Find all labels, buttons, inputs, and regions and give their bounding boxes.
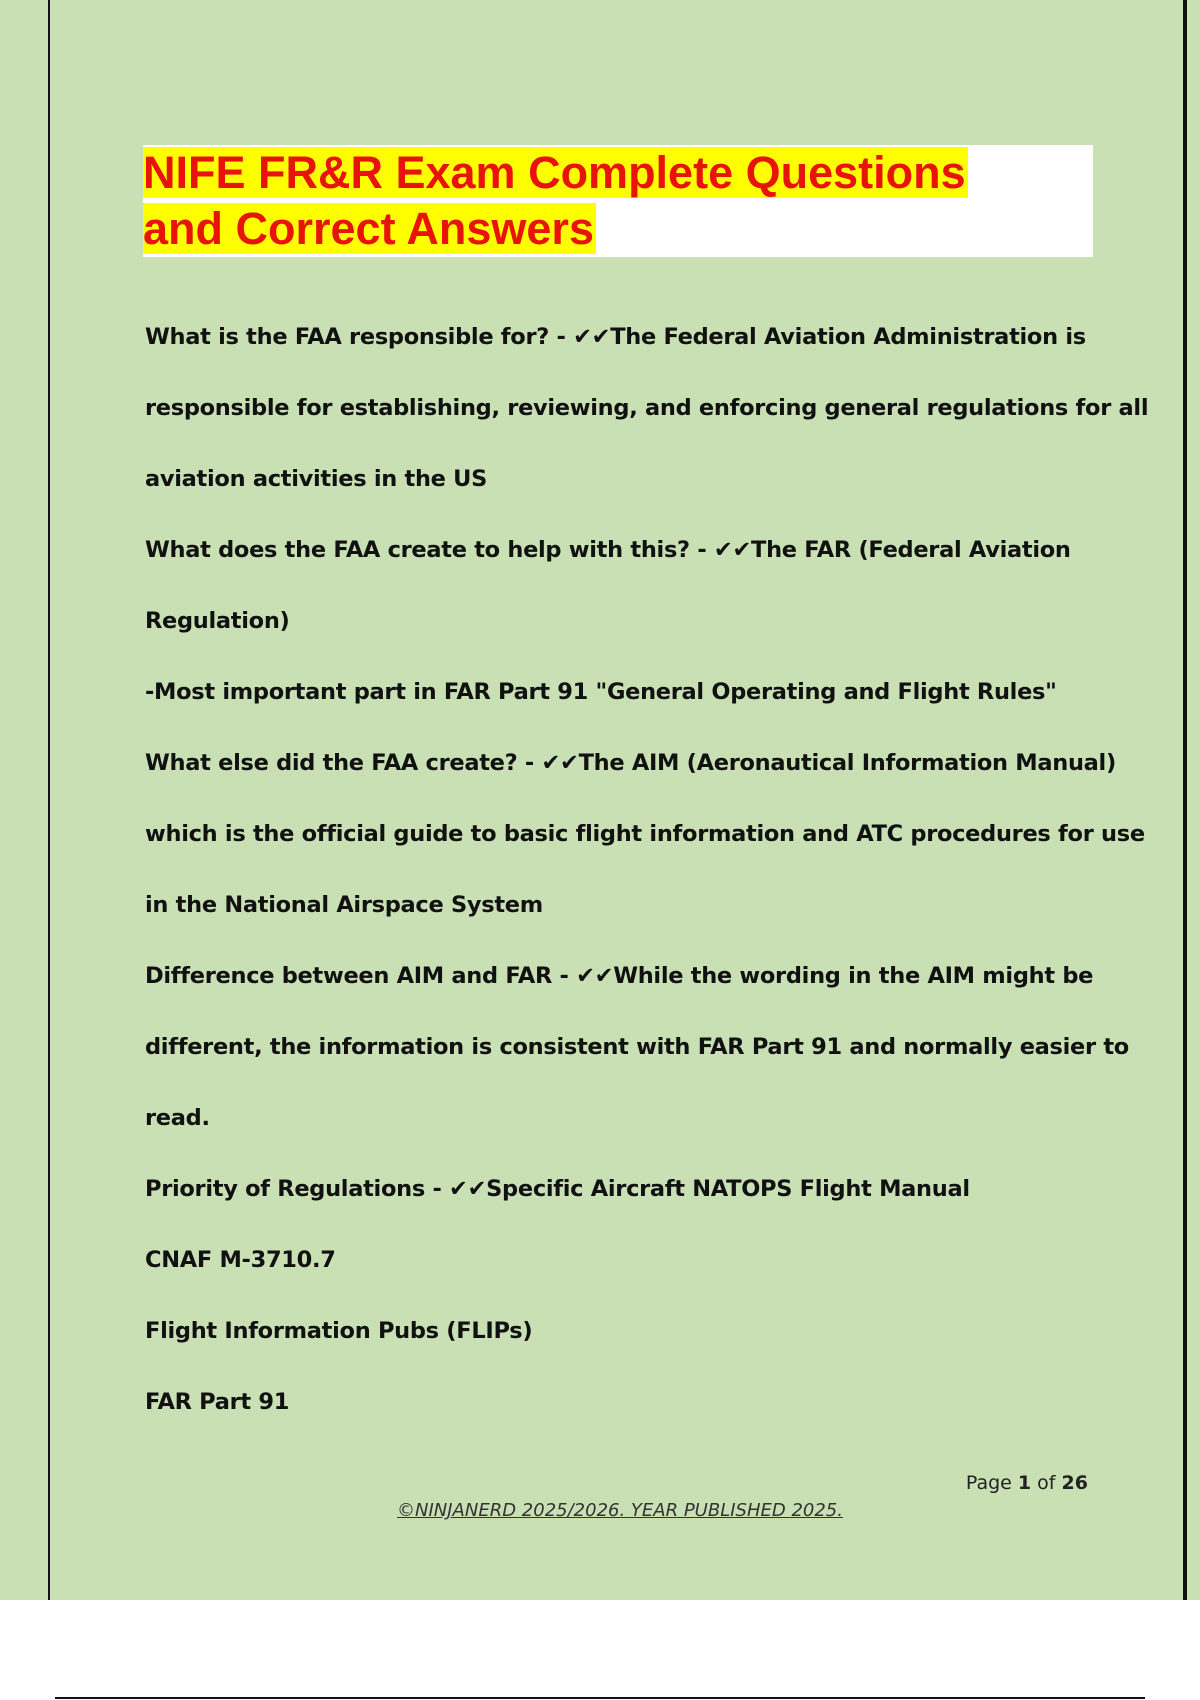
bottom-divider (55, 1697, 1145, 1699)
text-line: read. (145, 1105, 210, 1131)
copyright-notice: ©NINJANERD 2025/2026. YEAR PUBLISHED 2025. (397, 1500, 843, 1521)
text-line: Regulation) (145, 608, 290, 634)
left-border (48, 0, 50, 1600)
text-line: aviation activities in the US (145, 466, 488, 492)
text-line: Difference between AIM and FAR - ✔✔While the wording in the AIM might be (145, 963, 1094, 989)
text-line: different, the information is consistent with FAR Part 91 and normally easier to (145, 1034, 1129, 1060)
document-title (143, 145, 968, 257)
text-line: FAR Part 91 (145, 1389, 290, 1415)
text-line: in the National Airspace System (145, 892, 543, 918)
page-prefix: Page (965, 1472, 1018, 1494)
text-line: Flight Information Pubs (FLIPs) (145, 1318, 533, 1344)
text-line: What is the FAA responsible for? - ✔✔The Federal Aviation Administration is (145, 324, 1086, 350)
page-total: 26 (1061, 1472, 1088, 1494)
text-line: Priority of Regulations - ✔✔Specific Aircraft NATOPS Flight Manual (145, 1176, 970, 1202)
right-border (1183, 0, 1187, 1600)
text-line: What does the FAA create to help with this? - ✔✔The FAR (Federal Aviation (145, 537, 1071, 563)
title-line-1: NIFE FR&R Exam Complete Questions (143, 147, 966, 198)
text-line: responsible for establishing, reviewing, and enforcing general regulations for all (145, 395, 1149, 421)
page-current: 1 (1017, 1472, 1032, 1494)
page-sep: of (1031, 1472, 1062, 1494)
text-line: CNAF M-3710.7 (145, 1247, 336, 1273)
qa-content (145, 320, 1149, 1456)
text-line: -Most important part in FAR Part 91 "General Operating and Flight Rules" (145, 679, 1057, 705)
text-line: What else did the FAA create? - ✔✔The AIM (Aeronautical Information Manual) (145, 750, 1116, 776)
page-number (940, 1472, 1088, 1494)
text-line: which is the official guide to basic flight information and ATC procedures for use (145, 821, 1145, 847)
title-box (143, 145, 1093, 257)
title-line-2: and Correct Answers (143, 203, 594, 254)
